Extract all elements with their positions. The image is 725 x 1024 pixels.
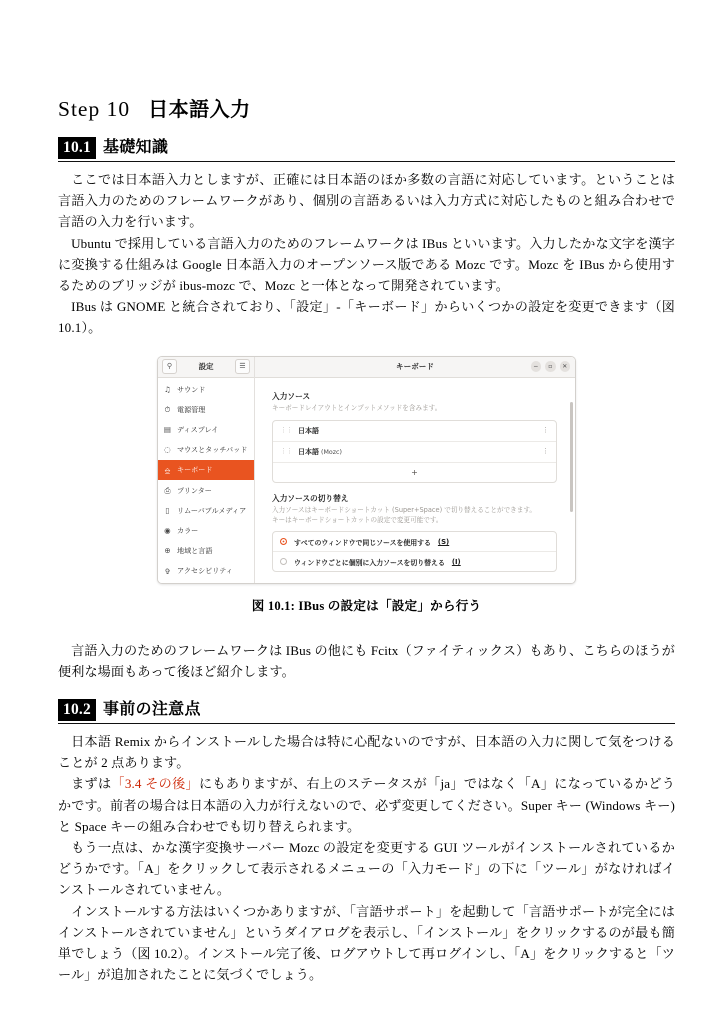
printer-icon: ⎙ (164, 485, 171, 495)
paragraph: 日本語 Remix からインストールした場合は特に心配ないのですが、日本語の入力に関して気をつけることが 2 点あります。 (58, 734, 675, 771)
drag-handle-icon[interactable]: ⋮⋮ (280, 447, 292, 456)
sound-icon: ♫ (164, 384, 171, 394)
sidebar-item-power[interactable] (158, 400, 254, 420)
sidebar-item-label: ディスプレイ (177, 425, 219, 435)
sidebar-item-label: アクセシビリティ (177, 566, 233, 576)
switching-option-per-window[interactable] (273, 552, 556, 571)
xref-lead-text: まずは (71, 776, 112, 792)
window-controls (531, 357, 571, 377)
paragraph: IBus は GNOME と統合されており、「設定」-「キーボード」からいくつかの設定を変更できます（図 10.1）。 (58, 299, 675, 336)
sidebar-item-label: 電源管理 (177, 404, 206, 414)
close-button[interactable]: ✕ (560, 361, 571, 372)
sidebar-item-label: プリンター (177, 485, 212, 495)
color-icon: ◉ (164, 526, 171, 536)
sidebar-item-accessibility[interactable] (158, 561, 254, 581)
radio-selected-icon[interactable] (280, 538, 287, 545)
xref-rest-text: にもありますが、右上のステータスが「ja」ではなく「A」になっているかどうかです。前者の場合は日本語の入力が行えないので、必ず変更してください。Super キー (Windows キー) と Space キーの組み合わせでも切り替えられます。 (58, 776, 675, 834)
sidebar-title: 設定 (198, 362, 214, 372)
radio-unselected-icon[interactable] (280, 558, 287, 565)
sidebar-item-color[interactable] (158, 521, 254, 541)
section-title: 基礎知識 (102, 136, 169, 156)
sidebar-item-label: 地域と言語 (177, 546, 213, 556)
removable-media-icon: ▯ (165, 505, 170, 515)
settings-content (255, 378, 575, 583)
paragraph-with-xref (58, 773, 675, 837)
search-icon[interactable]: ⚲ (162, 359, 177, 374)
window-title: キーボード (396, 362, 434, 372)
sidebar-item-label: サウンド (177, 384, 206, 394)
chapter-number: Step 10 (58, 97, 131, 121)
paragraph: もう一点は、かな漢字変換サーバー Mozc の設定を変更する GUI ツールがインストールされているかどうかです。「A」をクリックして表示されるメニューの「入力モード」の下に「ツール」がなければインストールされていません。 (58, 840, 675, 898)
minimize-button[interactable]: − (531, 361, 542, 372)
switching-option-mnemonic: (I) (451, 557, 461, 566)
section-number: 10.2 (58, 699, 96, 721)
cross-reference-link[interactable]: 「3.4 その後」 (111, 776, 199, 792)
sidebar-nav-list (158, 378, 254, 583)
gnome-settings-screenshot (157, 356, 576, 584)
switching-description-line1: 入力ソースはキーボードショートカット (Super+Space) で切り替えることができます。 (272, 506, 537, 515)
more-options-icon[interactable]: ⋮ (542, 447, 549, 456)
sidebar-item-printer[interactable] (158, 480, 254, 500)
add-input-source-button[interactable]: + (411, 467, 418, 477)
sidebar-item-mouse[interactable] (158, 440, 254, 460)
chapter-title (58, 96, 675, 123)
sidebar-item-label: カラー (177, 525, 199, 535)
switching-options-list (272, 531, 557, 572)
window-titlebar (255, 357, 575, 378)
input-sources-heading: 入力ソース (272, 391, 311, 401)
sidebar-item-label: マウスとタッチパッド (177, 445, 248, 455)
paragraph: Ubuntu で採用している言語入力のためのフレームワークは IBus といいます。入力したかな文字を漢字に変換する仕組みは Google 日本語入力のオープンソース版である Mozc です。Mozc を IBus から使用するためのブリッジが ibus-mozc で、Mozc と一体となって開発されています。 (58, 235, 675, 293)
section-heading-10-1 (58, 137, 675, 162)
input-source-label: 日本語 (298, 447, 319, 456)
chapter-title-text: 日本語入力 (148, 97, 251, 121)
sidebar-header (158, 357, 254, 378)
sidebar-item-removable-media[interactable] (158, 501, 254, 521)
switching-option-same-source[interactable] (273, 532, 556, 552)
settings-sidebar (158, 357, 255, 583)
sidebar-item-keyboard[interactable] (158, 460, 254, 480)
switching-description (272, 506, 557, 525)
hamburger-menu-icon[interactable]: ☰ (235, 359, 250, 374)
switching-option-mnemonic: (S) (437, 537, 450, 546)
sidebar-item-label: リムーバブルメディア (177, 505, 247, 515)
section-title: 事前の注意点 (102, 698, 201, 718)
paragraph: ここでは日本語入力としますが、正確には日本語のほか多数の言語に対応しています。ということは言語入力のためのフレームワークがあり、個別の言語あるいは入力方式に対応したものと組み合わせで言語の入力を行います。 (58, 171, 675, 230)
switching-option-label: すべてのウィンドウで同じソースを使用する (294, 538, 431, 547)
settings-main-panel (255, 357, 575, 583)
accessibility-icon: ✞ (164, 566, 171, 576)
figure-10-1 (58, 356, 675, 614)
switching-description-line2: キーはキーボードショートカットの設定で変更可能です。 (272, 515, 443, 524)
sidebar-item-region-language[interactable] (158, 541, 254, 561)
sidebar-item-display[interactable] (158, 420, 254, 440)
sidebar-item-sound[interactable] (158, 380, 254, 400)
region-language-icon: ⊕ (164, 546, 171, 556)
switching-option-label: ウィンドウごとに個別に入力ソースを切り替える (294, 558, 445, 567)
input-sources-description: キーボードレイアウトとインプットメソッドを含みます。 (272, 404, 442, 413)
more-options-icon[interactable]: ⋮ (542, 426, 549, 435)
section-heading-10-2 (58, 699, 675, 724)
maximize-button[interactable]: ▫ (545, 361, 556, 372)
input-source-row[interactable] (273, 421, 556, 442)
content-scrollbar[interactable] (570, 402, 573, 512)
input-source-label: 日本語 (298, 426, 319, 435)
switching-heading: 入力ソースの切り替え (272, 493, 349, 503)
keyboard-icon: ⎒ (164, 465, 171, 475)
sidebar-item-label: キーボード (177, 465, 213, 475)
power-icon: ⏱ (164, 405, 171, 415)
figure-caption: 図 10.1: IBus の設定は「設定」から行う (251, 598, 482, 613)
section-number: 10.1 (58, 137, 96, 159)
paragraph: インストールする方法はいくつかありますが、「言語サポート」を起動して「言語サポートが完全にはインストールされていません」というダイアログを表示し、「インストール」をクリックするのが最も簡単でしょう（図 10.2）。インストール完了後、ログアウトして再ログインし、「A」をクリックすると「ツール」が追加されたことに気づくでしょう。 (58, 903, 675, 983)
display-icon: ▤ (163, 425, 172, 435)
input-source-row[interactable] (273, 442, 556, 463)
input-sources-list (272, 420, 557, 483)
mouse-icon: ◌ (164, 445, 171, 455)
paragraph: 言語入力のためのフレームワークは IBus の他にも Fcitx（ファイティックス）もあり、こちらのほうが便利な場面もあって後ほど紹介します。 (58, 642, 675, 679)
drag-handle-icon[interactable]: ⋮⋮ (280, 426, 292, 435)
input-source-suffix: (Mozc) (319, 448, 342, 456)
